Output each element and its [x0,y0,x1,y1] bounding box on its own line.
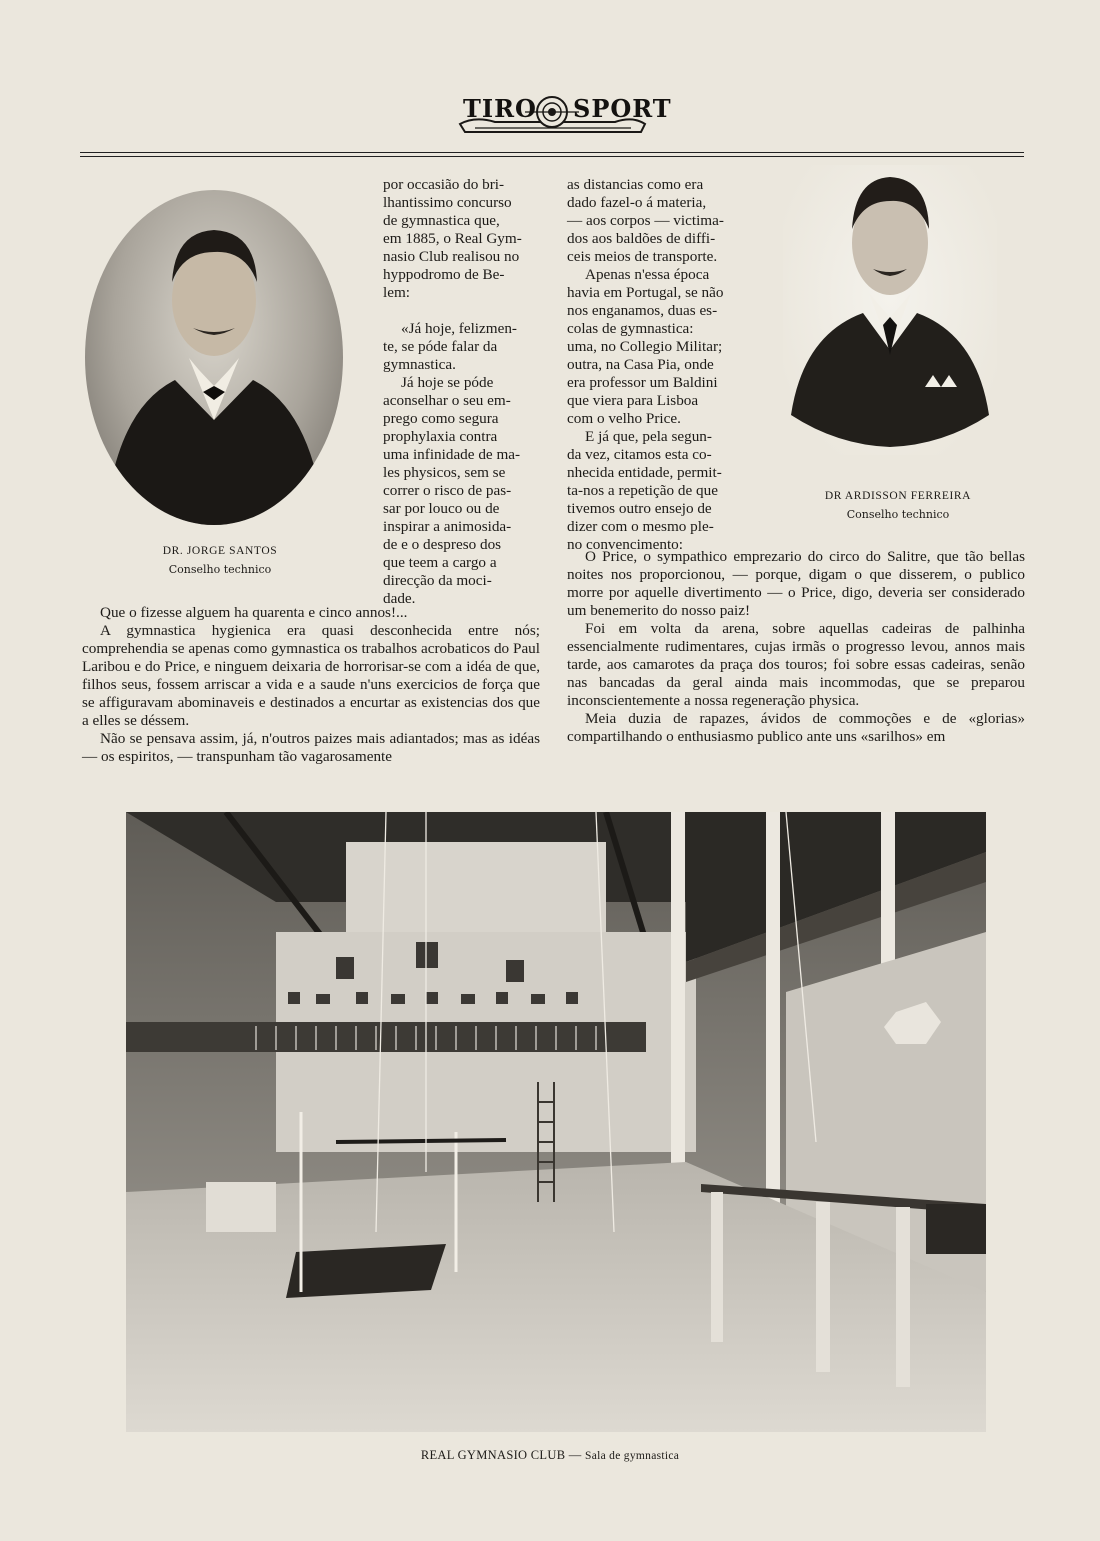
photo-caption [0,1448,1100,1463]
masthead-logo [455,88,672,136]
text-line: tivemos outro ensejo de [567,500,712,517]
text-line: ta-nos a repetição de que [567,482,718,499]
photo-caption-subtitle: Sala de gymnastica [585,1450,680,1462]
text-line: no convencimento: [567,536,683,553]
portrait-figure-icon [783,165,997,455]
paragraph: A gymnastica hygienica era quasi desconhecida entre nós; comprehendia se apenas como gymnastica os trabalhos acrobaticos do Paul Laribou e do Price, e ninguem deixaria de horrorisar-se com a idéa de que, filhos seus, fossem arriscar a vida e a saude n'uns exercicios de força que se affiguravam abominaveis e destinados a encurtar as existencias dos que a elles se déssem. [82,622,540,729]
text-line: prego como segura [383,410,499,427]
text-line: uma, no Collegio Militar; [567,338,723,355]
article-column-b [567,176,769,554]
header-rule-top [80,152,1024,153]
text-line: sar por louco ou de [383,500,500,517]
text-line: E já que, pela segun- [585,428,712,445]
text-line: dado fazel-o á materia, [567,194,707,211]
text-line: havia em Portugal, se não [567,284,724,301]
text-line: nhecida entidade, permit- [567,464,722,481]
text-line: era professor um Baldini [567,374,718,391]
text-line: que teem a cargo a [383,554,497,571]
text-line: nasio Club realisou no [383,248,520,265]
text-line: Apenas n'essa época [585,266,710,283]
portrait-left-name: DR. JORGE SANTOS [162,545,278,557]
portrait-right-role: Conselho technico [846,508,950,521]
text-line: de e o despreso dos [383,536,502,553]
paragraph: Meia duzia de rapazes, ávidos de commoções e de «glorias» compartilhando o enthusiasmo publico ante uns «sarilhos» em [567,710,1025,745]
text-line: por occasião do bri- [383,176,505,193]
portrait-left-role: Conselho technico [168,563,272,576]
text-line: hyppodromo de Be- [383,266,505,283]
text-line: inspirar a animosida- [383,518,512,535]
article-column-right-wide [567,548,1025,746]
text-line: dizer com o mesmo ple- [567,518,714,535]
text-line: em 1885, o Real Gym- [383,230,522,247]
header-rule-bottom [80,156,1024,157]
text-line: — aos corpos — victima- [567,212,724,229]
text-line: te, se póde falar da [383,338,498,355]
portrait-figure-icon [85,190,343,525]
text-line: nos enganamos, duas es- [567,302,718,319]
text-line: direcção da moci- [383,572,492,589]
masthead-right-word: SPORT [573,94,672,123]
paragraph: Que o fizesse alguem ha quarenta e cinco annos!... [100,604,408,621]
text-line: aconselhar o seu em- [383,392,511,409]
gymnasium-photo [126,812,986,1432]
text-line: les physicos, sem se [383,464,506,481]
text-line: as distancias como era [567,176,704,193]
text-line: lem: [383,284,410,301]
photo-caption-title: REAL GYMNASIO CLUB [420,1448,566,1462]
text-line: outra, na Casa Pia, onde [567,356,714,373]
portrait-jorge-santos [85,190,343,525]
portrait-ardisson-ferreira [783,165,997,455]
paragraph: O Price, o sympathico emprezario do circo do Salitre, que tão bellas noites nos proporcionou, — porque, digam o que disserem, o publico morre por aquelle divertimento — o Price, digo, deveria ser considerado um benemerito do nosso paiz! [567,548,1025,619]
text-line: que viera para Lisboa [567,392,699,409]
text-line: com o velho Price. [567,410,681,427]
portrait-right-name: DR ARDISSON FERREIRA [824,490,972,502]
text-line: dade. [383,590,416,607]
text-line: ceis meios de transporte. [567,248,718,265]
paragraph: Foi em volta da arena, sobre aquellas cadeiras de palhinha essencialmente rudimentares, cujas irmãs o progresso levou, annos mais tarde, aos camarotes da praça dos touros; foi sobre essas cadeiras, senão nas bancadas da geral ainda mais incommodas, que se preparou inconscientemente a nossa regeneração physica. [567,620,1025,709]
gymnasium-interior-icon [126,812,986,1432]
article-column-a [383,176,539,608]
text-line: de gymnastica que, [383,212,500,229]
text-line: lhantissimo concurso [383,194,512,211]
text-line: dos aos baldões de diffi- [567,230,716,247]
masthead-left-word: TIRO [463,94,537,123]
paragraph: Não se pensava assim, já, n'outros paizes mais adiantados; mas as idéas — os espiritos, — transpunham tão vagarosamente [82,730,540,765]
text-line: da vez, citamos esta co- [567,446,712,463]
text-line: colas de gymnastica: [567,320,694,337]
article-column-left-wide [82,604,540,766]
text-line: prophylaxia contra [383,428,498,445]
text-line: correr o risco de pas- [383,482,512,499]
photo-caption-separator: — [565,1448,585,1462]
text-line: Já hoje se póde [401,374,494,391]
text-line: gymnastica. [383,356,456,373]
text-line: «Já hoje, felizmen- [401,320,517,337]
text-line: uma infinidade de ma- [383,446,521,463]
